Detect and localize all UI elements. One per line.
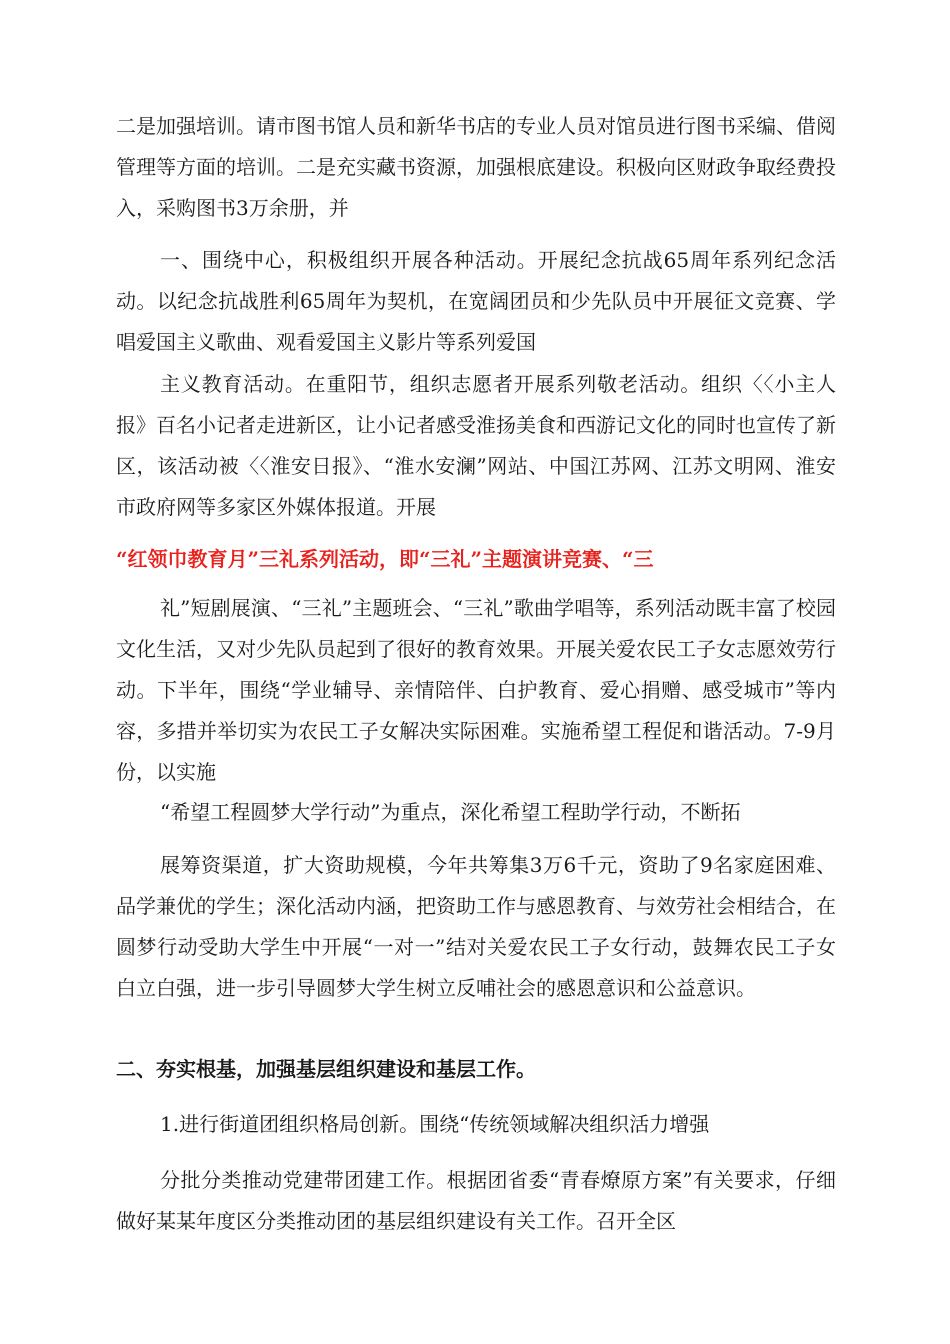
- paragraph-red-scarf-heading: “红领巾教育月”三礼系列活动，即“三礼”主题演讲竞赛、“三: [116, 547, 654, 571]
- paragraph-funding: 展筹资渠道，扩大资助规模，今年共筹集3万6千元，资助了9名家庭困难、品学兼优的学生；深化活动内涵，把资助工作与感恩教育、与效劳社会相结合，在圆梦行动受助大学生中开展“一对一”结对关爱农民工子女行动，鼓舞农民工子女白立白强，进一步引导圆梦大学生树立反哺社会的感恩意识和公益意识。: [116, 853, 836, 1000]
- paragraph-hope-project: “希望工程圆梦大学行动”为重点，深化希望工程助学行动，不断拓: [160, 800, 741, 824]
- section-heading-grassroots: 二、夯实根基，加强基层组织建设和基层工作。: [116, 1057, 536, 1081]
- paragraph-street-organization: 1.进行街道团组织格局创新。围绕“传统领域解决组织活力增强: [160, 1112, 710, 1136]
- paragraph-training: 二是加强培训。请市图书馆人员和新华书店的专业人员对馆员进行图书采编、借阅管理等方面的培训。二是充实藏书资源，加强根底建设。积极向区财政争取经费投入，采购图书3万余册，并: [116, 114, 836, 220]
- paragraph-party-building: 分批分类推动党建带团建工作。根据团省委“青春燎原方案”有关要求，仔细做好某某年度区分类推动团的基层组织建设有关工作。召开全区: [116, 1168, 836, 1233]
- paragraph-activities: 一、围绕中心，积极组织开展各种活动。开展纪念抗战65周年系列纪念活动。以纪念抗战胜利65周年为契机，在宽阔团员和少先队员中开展征文竞赛、学唱爱国主义歌曲、观看爱国主义影片等系列爱国: [116, 248, 836, 354]
- paragraph-three-etiquettes: 礼”短剧展演、“三礼”主题班会、“三礼”歌曲学唱等，系列活动既丰富了校园文化生活，又对少先队员起到了很好的教育效果。开展关爱农民工子女志愿效劳行动。下半年，围绕“学业辅导、亲情陪伴、白护教育、爱心捐赠、感受城市”等内容，多措并举切实为农民工子女解决实际困难。实施希望工程促和谐活动。7-9月份，以实施: [116, 596, 836, 784]
- paragraph-patriotic-education: 主义教育活动。在重阳节，组织志愿者开展系列敬老活动。组织〈〈小主人报》百名小记者走进新区，让小记者感受淮扬美食和西游记文化的同时也宣传了新区，该活动被〈〈淮安日报》、“淮水安澜”网站、中国江苏网、江苏文明网、淮安市政府网等多家区外媒体报道。开展: [116, 372, 836, 519]
